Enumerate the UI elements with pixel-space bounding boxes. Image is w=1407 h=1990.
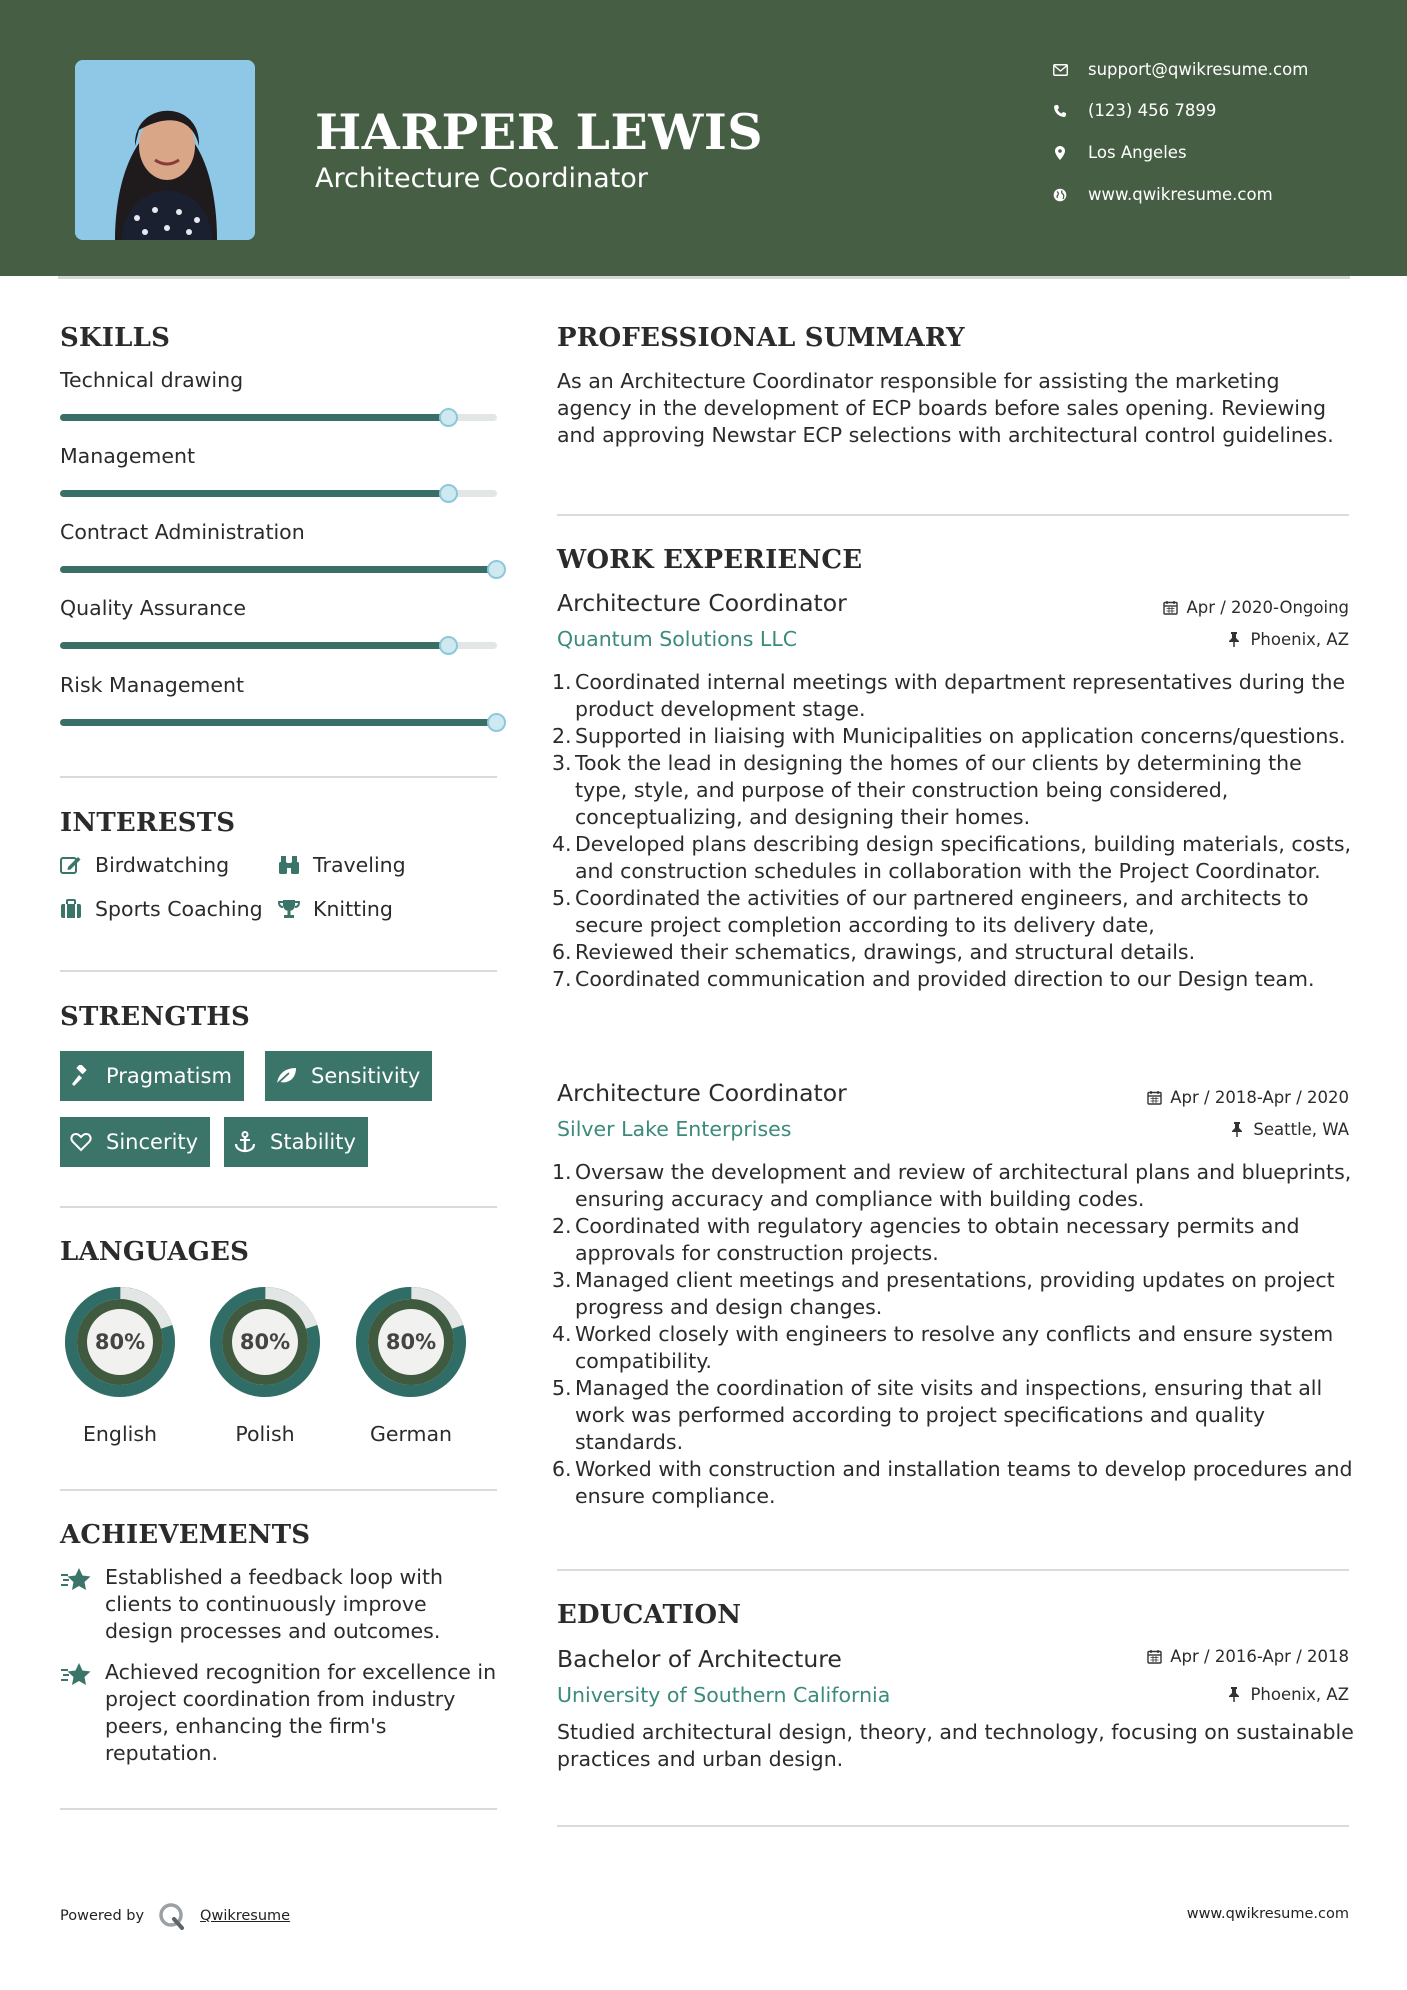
section-divider [60,1489,497,1491]
strength-label: Sensitivity [311,1064,421,1088]
languages-title: LANGUAGES [60,1237,250,1267]
skill-bar [60,490,497,497]
interests-title: INTERESTS [60,808,236,838]
skill-bar [60,566,497,573]
company-name: Silver Lake Enterprises [557,1117,792,1141]
responsibility-item: 2. Supported in liaising with Municipalities on application concerns/questions. [552,724,1346,748]
job-location-text: Phoenix, AZ [1250,630,1349,649]
degree-title: Bachelor of Architecture [557,1645,842,1673]
strength-label: Stability [270,1130,356,1154]
skill-bar-fill [60,414,449,421]
contact-website[interactable] [1052,185,1273,204]
language-percent: 80% [239,1330,291,1354]
job-dates-text: Apr / 2020-Ongoing [1186,598,1349,617]
strength-chip [60,1051,244,1101]
school-name: University of Southern California [557,1683,891,1707]
pushpin-icon [1226,1687,1242,1703]
section-divider [60,970,497,972]
pushpin-icon [1229,1122,1245,1138]
job-location-text: Seattle, WA [1253,1120,1349,1139]
language-item [58,1280,182,1446]
interest-item [60,853,229,877]
map-pin-icon [1052,145,1068,161]
responsibility-item: 1. Oversaw the development and review of architectural plans and blueprints, ensuring accuracy and compliance with building codes. [552,1160,1352,1211]
globe-icon [1052,187,1068,203]
language-name: English [82,1422,158,1446]
skill-bar-knob [487,713,506,732]
interest-item [278,853,406,877]
skill-bar [60,719,497,726]
binoculars-icon [278,854,300,876]
achievement-item [60,1659,500,1767]
interest-label: Sports Coaching [95,897,263,921]
responsibility-item: 5. Managed the coordination of site visits and inspections, ensuring that all work was performed according to project specifications and quality standards. [552,1376,1323,1454]
skills-title: SKILLS [60,323,171,353]
phone-icon [1052,103,1068,119]
education-dates [1146,1647,1349,1666]
achievement-text: Achieved recognition for excellence in project coordination from industry peers, enhancing the firm's reputation. [105,1660,497,1765]
skill-bar-knob [439,636,458,655]
job-location [1226,630,1349,649]
education-dates-text: Apr / 2016-Apr / 2018 [1170,1647,1349,1666]
education-location-text: Phoenix, AZ [1250,1685,1349,1704]
interest-item [278,897,393,921]
education-description: Studied architectural design, theory, and technology, focusing on sustainable practices and urban design. [557,1720,1354,1771]
education-location [1226,1685,1349,1704]
contact-email-text: support@qwikresume.com [1088,60,1309,79]
contact-email[interactable] [1052,60,1308,79]
achievements-title: ACHIEVEMENTS [60,1520,311,1550]
envelope-icon [1052,62,1068,78]
contact-website-text: www.qwikresume.com [1088,185,1273,204]
interest-label: Traveling [313,853,406,877]
skill-bar [60,642,497,649]
job-dates [1162,598,1349,617]
star-icon [60,1566,92,1596]
briefcase-icon [60,898,82,920]
skill-bar-fill [60,490,449,497]
interest-label: Birdwatching [95,853,230,877]
responsibility-item: 6. Reviewed their schematics, drawings, and structural details. [552,940,1196,964]
job-title: Architecture Coordinator [557,589,847,617]
candidate-role: Architecture Coordinator [315,163,648,194]
gavel-icon [70,1065,92,1087]
contact-location-text: Los Angeles [1088,143,1187,162]
pushpin-icon [1226,632,1242,648]
language-item [203,1280,327,1446]
calendar-icon [1146,1090,1162,1106]
strength-label: Pragmatism [106,1064,232,1088]
section-divider [60,1808,497,1810]
section-divider [557,1569,1349,1571]
star-icon [60,1661,92,1691]
responsibility-item: 1. Coordinated internal meetings with department representatives during the product development stage. [552,670,1346,721]
profile-photo [75,60,255,240]
responsibility-item: 3. Took the lead in designing the homes of our clients by determining the type, style, and purpose of their construction being considered, conceptualizing, and designing their homes. [552,751,1302,829]
experience-title: WORK EXPERIENCE [557,545,863,575]
contact-phone[interactable] [1052,101,1216,120]
responsibility-item: 7. Coordinated communication and provided direction to our Design team. [552,967,1315,991]
responsibility-item: 4. Developed plans describing design specifications, building materials, costs, and construction schedules in collaboration with the Project Coordinator. [552,832,1352,883]
qwikresume-logo-icon [158,1902,186,1930]
header-divider [58,276,1350,279]
footer-website[interactable]: www.qwikresume.com [1186,1906,1349,1922]
skill-label: Quality Assurance [60,596,247,620]
footer-powered-by [60,1902,290,1930]
skill-bar-knob [439,484,458,503]
strength-chip [265,1051,432,1101]
company-name: Quantum Solutions LLC [557,627,798,651]
skill-label: Technical drawing [60,368,244,392]
skill-bar-knob [439,408,458,427]
candidate-name: HARPER LEWIS [315,103,764,161]
skill-bar-knob [487,560,506,579]
skill-label: Risk Management [60,673,245,697]
responsibility-item: 5. Coordinated the activities of our partnered engineers, and architects to secure project completion according to its delivery date, [552,886,1309,937]
trophy-icon [278,898,300,920]
language-name: German [369,1422,453,1446]
achievement-text: Established a feedback loop with clients to continuously improve design processes and outcomes. [105,1565,444,1643]
job-responsibilities [552,1159,1357,1510]
section-divider [557,514,1349,516]
summary-title: PROFESSIONAL SUMMARY [557,323,965,353]
language-name: Polish [235,1422,295,1446]
strength-label: Sincerity [106,1130,199,1154]
section-divider [60,776,497,778]
language-item [349,1280,473,1446]
language-percent: 80% [94,1330,146,1354]
job-title: Architecture Coordinator [557,1079,847,1107]
language-percent: 80% [385,1330,437,1354]
calendar-icon [1146,1649,1162,1665]
skill-label: Contract Administration [60,520,305,544]
qwikresume-link[interactable]: Qwikresume [200,1908,291,1924]
interest-item [60,897,263,921]
section-divider [557,1825,1349,1827]
strength-chip [224,1117,368,1167]
responsibility-item: 3. Managed client meetings and presentations, providing updates on project progress and design changes. [552,1268,1335,1319]
responsibility-item: 2. Coordinated with regulatory agencies to obtain necessary permits and approvals for construction projects. [552,1214,1300,1265]
responsibility-item: 6. Worked with construction and installation teams to develop procedures and ensure compliance. [552,1457,1353,1508]
edit-icon [60,854,82,876]
interest-label: Knitting [313,897,393,921]
job-responsibilities [552,669,1357,993]
anchor-icon [234,1131,256,1153]
section-divider [60,1206,497,1208]
skill-bar [60,414,497,421]
powered-by-text: Powered by [60,1908,145,1924]
skill-bar-fill [60,642,449,649]
skill-bar-fill [60,719,497,726]
skill-label: Management [60,444,196,468]
education-title: EDUCATION [557,1600,742,1630]
job-location [1229,1120,1349,1139]
skill-bar-fill [60,566,497,573]
contact-location [1052,143,1187,162]
achievement-item [60,1564,500,1645]
summary-text: As an Architecture Coordinator responsible for assisting the marketing agency in the development of ECP boards before sales opening. Reviewing and approving Newstar ECP selections with architectural control guidelines. [557,369,1334,447]
job-dates [1146,1088,1349,1107]
strength-chip [60,1117,210,1167]
job-dates-text: Apr / 2018-Apr / 2020 [1170,1088,1349,1107]
responsibility-item: 4. Worked closely with engineers to resolve any conflicts and ensure system compatibility. [552,1322,1334,1373]
resume-header [0,0,1407,276]
leaf-icon [275,1065,297,1087]
contact-phone-text: (123) 456 7899 [1088,101,1217,120]
heart-icon [70,1131,92,1153]
strengths-title: STRENGTHS [60,1002,251,1032]
calendar-icon [1162,600,1178,616]
